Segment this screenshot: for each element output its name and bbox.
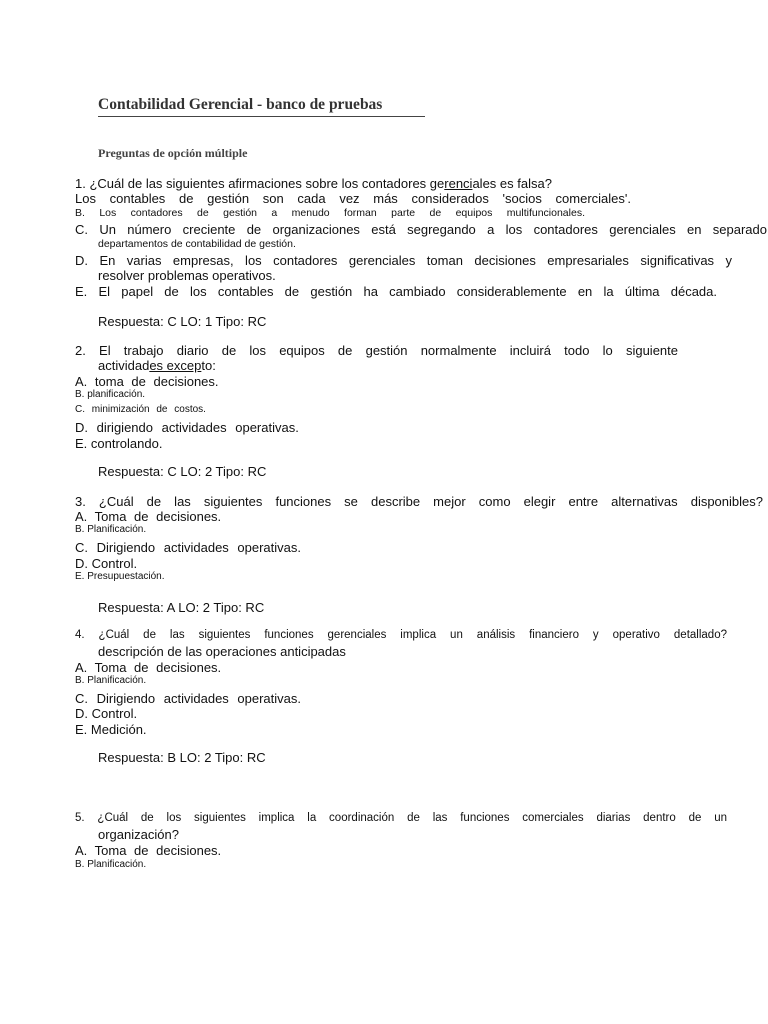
q1-option-d: D. En varias empresas, los contadores gerenciales toman decisiones empresariales significativas y bbox=[75, 253, 732, 268]
q2-option-e: E. controlando. bbox=[75, 436, 163, 451]
q3-option-d: D. Control. bbox=[75, 556, 138, 571]
q4-stem-cont: descripción de las operaciones anticipadas bbox=[98, 644, 346, 659]
q1-option-d-cont: resolver problemas operativos. bbox=[98, 268, 276, 283]
q1-stem-underlined: renci bbox=[444, 176, 473, 191]
q4-option-a: A. Toma de decisiones. bbox=[75, 660, 222, 675]
q2-stem: 2. El trabajo diario de los equipos de gestión normalmente incluirá todo lo siguiente bbox=[75, 343, 678, 358]
q1-option-c: C. Un número creciente de organizaciones está segregando a los contadores gerenciales en separado bbox=[75, 222, 767, 237]
q2-stem-underlined: es excep bbox=[149, 358, 202, 373]
q2-option-c: C. minimización de costos. bbox=[75, 404, 206, 415]
q4-stem: 4. ¿Cuál de las siguientes funciones gerenciales implica un análisis financiero y operativo detallado? bbox=[75, 629, 727, 641]
q1-option-c-cont: departamentos de contabilidad de gestión. bbox=[98, 238, 296, 250]
q1-stem bbox=[75, 176, 627, 191]
q2-option-a: A. toma de decisiones. bbox=[75, 374, 219, 389]
q2-option-b: B. planificación. bbox=[75, 389, 146, 400]
section-subtitle: Preguntas de opción múltiple bbox=[98, 146, 248, 160]
q3-option-a: A. Toma de decisiones. bbox=[75, 509, 222, 524]
q3-option-e: E. Presupuestación. bbox=[75, 571, 165, 582]
q2-option-d: D. dirigiendo actividades operativas. bbox=[75, 420, 299, 435]
q2-stem-cont bbox=[98, 358, 216, 373]
q1-option-e: E. El papel de los contables de gestión ha cambiado considerablemente en la última década. bbox=[75, 284, 717, 299]
q5-option-b: B. Planificación. bbox=[75, 859, 147, 870]
q4-option-b: B. Planificación. bbox=[75, 675, 147, 686]
q4-answer: Respuesta: B LO: 2 Tipo: RC bbox=[98, 750, 266, 765]
document-title: Contabilidad Gerencial - banco de pruebas bbox=[98, 96, 383, 113]
q4-option-e: E. Medición. bbox=[75, 722, 147, 737]
q2-stem-cont-end: to: bbox=[201, 358, 216, 373]
q3-option-c: C. Dirigiendo actividades operativas. bbox=[75, 540, 301, 555]
q3-answer: Respuesta: A LO: 2 Tipo: RC bbox=[98, 600, 265, 615]
q4-option-c: C. Dirigiendo actividades operativas. bbox=[75, 691, 301, 706]
q1-answer: Respuesta: C LO: 1 Tipo: RC bbox=[98, 314, 267, 329]
title-underline bbox=[98, 116, 425, 117]
q1-stem-end: ales es falsa? bbox=[472, 176, 552, 191]
q1-option-b: B. Los contadores de gestión a menudo forman parte de equipos multifuncionales. bbox=[75, 207, 585, 219]
q1-stem-part: 1. ¿Cuál de las siguientes afirmaciones sobre los contadores ge bbox=[75, 176, 445, 191]
q5-stem: 5. ¿Cuál de los siguientes implica la coordinación de las funciones comerciales diarias dentro de un bbox=[75, 812, 727, 824]
q2-answer: Respuesta: C LO: 2 Tipo: RC bbox=[98, 464, 267, 479]
q2-stem-cont-part: actividad bbox=[98, 358, 150, 373]
q3-stem: 3. ¿Cuál de las siguientes funciones se describe mejor como elegir entre alternativas disponibles? bbox=[75, 494, 763, 509]
q4-option-d: D. Control. bbox=[75, 706, 138, 721]
q3-option-b: B. Planificación. bbox=[75, 524, 147, 535]
q1-line2: Los contables de gestión son cada vez más considerados 'socios comerciales'. bbox=[75, 191, 631, 206]
q5-option-a: A. Toma de decisiones. bbox=[75, 843, 222, 858]
q5-stem-cont: organización? bbox=[98, 827, 179, 842]
